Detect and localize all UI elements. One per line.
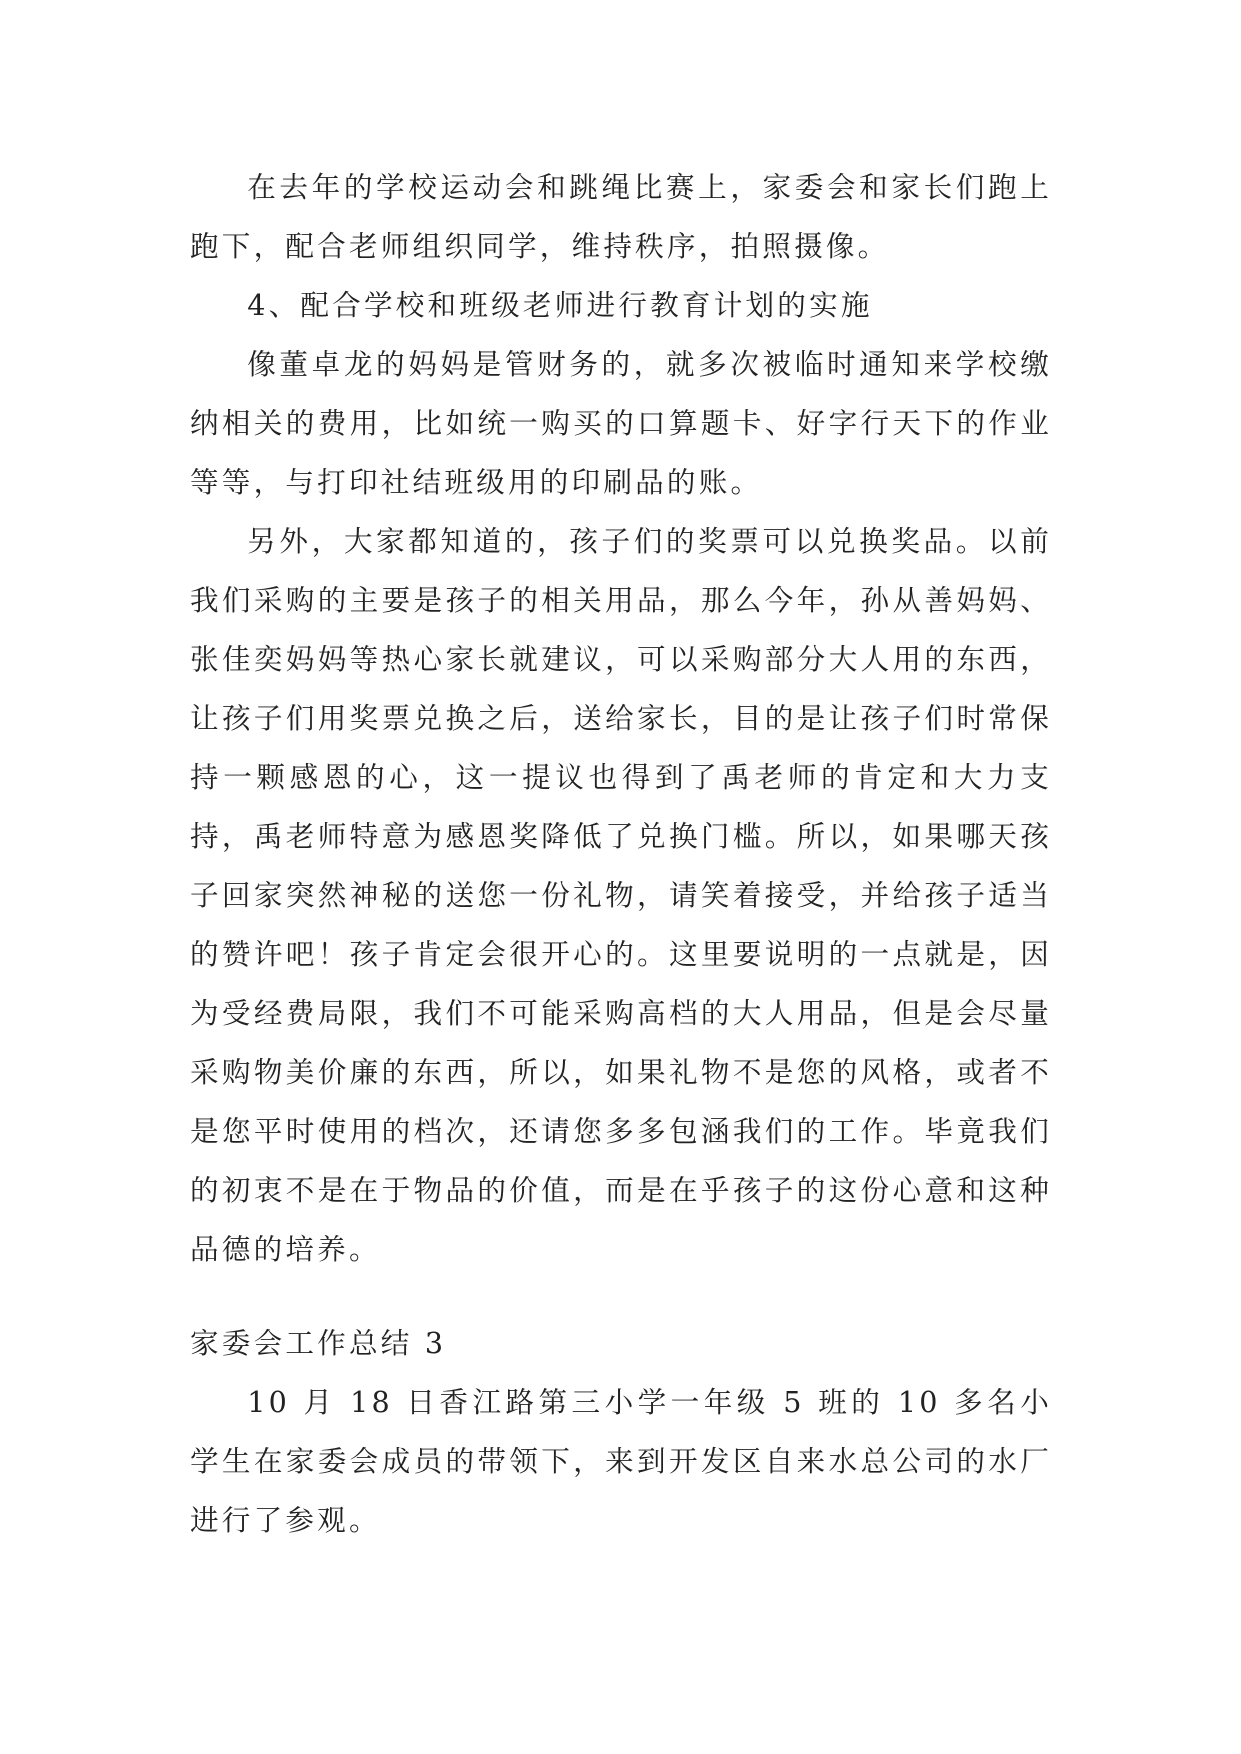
section-heading: 家委会工作总结 3 — [190, 1326, 447, 1360]
paragraph-item-4-heading: 4、配合学校和班级老师进行教育计划的实施 — [247, 288, 873, 322]
body-text-upper — [190, 158, 1052, 1279]
paragraph-reward-tickets: 另外，大家都知道的，孩子们的奖票可以兑换奖品。以前我们采购的主要是孩子的相关用品，那么今年，孙从善妈妈、张佳奕妈妈等热心家长就建议，可以采购部分大人用的东西，让孩子们用奖票兑换之后，送给家长，目的是让孩子们时常保持一颗感恩的心，这一提议也得到了禹老师的肯定和大力支持，禹老师特意为感恩奖降低了兑换门槛。所以，如果哪天孩子回家突然神秘的送您一份礼物，请笑着接受，并给孩子适当的赞许吧！孩子肯定会很开心的。这里要说明的一点就是，因为受经费局限，我们不可能采购高档的大人用品，但是会尽量采购物美价廉的东西，所以，如果礼物不是您的风格，或者不是您平时使用的档次，还请您多多包涵我们的工作。毕竟我们的初衷不是在于物品的价值，而是在乎孩子的这份心意和这种品德的培养。 — [190, 524, 1052, 1266]
paragraph-finance-mother: 像董卓龙的妈妈是管财务的，就多次被临时通知来学校缴纳相关的费用，比如统一购买的口算题卡、好字行天下的作业等等，与打印社结班级用的印刷品的账。 — [190, 347, 1052, 499]
paragraph-water-plant-visit: 10 月 18 日香江路第三小学一年级 5 班的 10 多名小学生在家委会成员的带领下，来到开发区自来水总公司的水厂进行了参观。 — [190, 1385, 1052, 1537]
paragraph-sports-meet: 在去年的学校运动会和跳绳比赛上，家委会和家长们跑上跑下，配合老师组织同学，维持秩序，拍照摄像。 — [190, 170, 1052, 263]
body-text-lower — [190, 1373, 1052, 1550]
